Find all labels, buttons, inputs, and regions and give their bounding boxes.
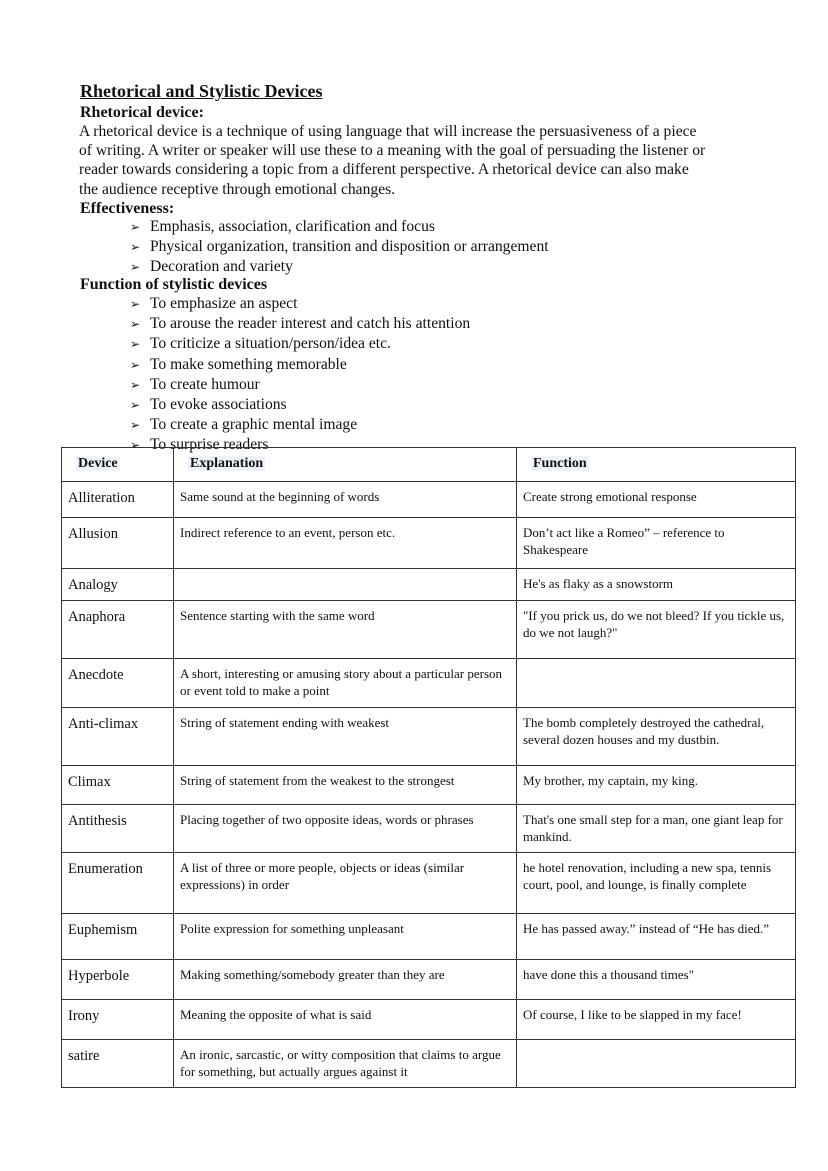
device-cell: Analogy	[62, 569, 174, 601]
explanation-cell: Placing together of two opposite ideas, words or phrases	[174, 805, 517, 853]
rhetorical-device-paragraph	[79, 122, 779, 199]
function-cell: Don’t act like a Romeo” – reference to Shakespeare	[517, 518, 796, 569]
table-row	[62, 708, 796, 766]
page-title: Rhetorical and Stylistic Devices	[80, 81, 323, 101]
table-row	[62, 914, 796, 960]
function-cell: He's as flaky as a snowstorm	[517, 569, 796, 601]
column-header-explanation: Explanation	[174, 448, 517, 482]
device-cell: Antithesis	[62, 805, 174, 853]
function-cell: have done this a thousand times"	[517, 960, 796, 1000]
arrowhead-bullet-icon: ➢	[130, 398, 141, 413]
device-cell: Alliteration	[62, 482, 174, 518]
table-row	[62, 482, 796, 518]
explanation-cell: A short, interesting or amusing story about a particular person or event told to make a point	[174, 659, 517, 708]
explanation-cell: An ironic, sarcastic, or witty composition that claims to argue for something, but actually argues against it	[174, 1040, 517, 1088]
explanation-cell: Sentence starting with the same word	[174, 601, 517, 659]
rhetorical-device-heading: Rhetorical device:	[80, 104, 204, 121]
explanation-cell: A list of three or more people, objects or ideas (similar expressions) in order	[174, 853, 517, 914]
arrowhead-bullet-icon: ➢	[130, 438, 141, 453]
function-cell: Of course, I like to be slapped in my face!	[517, 1000, 796, 1040]
function-cell: That's one small step for a man, one giant leap for mankind.	[517, 805, 796, 853]
list-item: ➢ Decoration and variety	[130, 257, 549, 277]
list-item: ➢ To create a graphic mental image	[130, 415, 470, 435]
function-cell: Create strong emotional response	[517, 482, 796, 518]
arrowhead-bullet-icon: ➢	[130, 418, 141, 433]
arrowhead-bullet-icon: ➢	[130, 377, 141, 392]
table-row	[62, 601, 796, 659]
explanation-cell: Making something/somebody greater than they are	[174, 960, 517, 1000]
list-item: ➢ To evoke associations	[130, 395, 470, 415]
list-item: ➢ To surprise readers	[130, 435, 470, 455]
device-cell: Allusion	[62, 518, 174, 569]
paragraph-line: the audience receptive through emotional changes.	[79, 180, 396, 198]
device-cell: satire	[62, 1040, 174, 1088]
function-stylistic-list	[130, 294, 470, 456]
explanation-cell: Same sound at the beginning of words	[174, 482, 517, 518]
function-cell: He has passed away.” instead of “He has died.”	[517, 914, 796, 960]
effectiveness-heading: Effectiveness:	[80, 200, 175, 217]
explanation-cell: Polite expression for something unpleasant	[174, 914, 517, 960]
arrowhead-bullet-icon: ➢	[130, 337, 141, 352]
table-row	[62, 1040, 796, 1088]
list-item: ➢ Emphasis, association, clarification and focus	[130, 217, 549, 237]
table-row	[62, 1000, 796, 1040]
arrowhead-bullet-icon: ➢	[130, 260, 141, 275]
function-stylistic-heading: Function of stylistic devices	[80, 276, 268, 293]
list-item: ➢ To create humour	[130, 375, 470, 395]
arrowhead-bullet-icon: ➢	[130, 317, 141, 332]
function-cell	[517, 659, 796, 708]
explanation-cell: Meaning the opposite of what is said	[174, 1000, 517, 1040]
devices-table	[61, 447, 796, 1088]
paragraph-line: A rhetorical device is a technique of using language that will increase the persuasiveness of a piece	[79, 123, 697, 140]
function-cell: My brother, my captain, my king.	[517, 766, 796, 805]
function-cell: he hotel renovation, including a new spa, tennis court, pool, and lounge, is finally complete	[517, 853, 796, 914]
list-item: ➢ To make something memorable	[130, 355, 470, 375]
list-item: ➢ To criticize a situation/person/idea etc.	[130, 334, 470, 354]
device-cell: Anaphora	[62, 601, 174, 659]
explanation-cell: Indirect reference to an event, person etc.	[174, 518, 517, 569]
device-cell: Hyperbole	[62, 960, 174, 1000]
list-item: ➢ To arouse the reader interest and catch his attention	[130, 314, 470, 334]
list-item: ➢ To emphasize an aspect	[130, 294, 470, 314]
paragraph-line: reader towards considering a topic from a different perspective. A rhetorical device can also make	[79, 161, 689, 179]
table-header-row	[62, 448, 796, 482]
effectiveness-list	[130, 217, 549, 278]
table-row	[62, 853, 796, 914]
explanation-cell	[174, 569, 517, 601]
function-cell: The bomb completely destroyed the cathedral, several dozen houses and my dustbin.	[517, 708, 796, 766]
device-cell: Euphemism	[62, 914, 174, 960]
column-header-function: Function	[517, 448, 796, 482]
device-cell: Enumeration	[62, 853, 174, 914]
function-cell	[517, 1040, 796, 1088]
arrowhead-bullet-icon: ➢	[130, 240, 141, 255]
table-row	[62, 659, 796, 708]
function-cell: "If you prick us, do we not bleed? If you tickle us, do we not laugh?"	[517, 601, 796, 659]
column-header-device: Device	[62, 448, 174, 482]
arrowhead-bullet-icon: ➢	[130, 220, 141, 234]
device-cell: Anti-climax	[62, 708, 174, 766]
table-row	[62, 518, 796, 569]
device-cell: Irony	[62, 1000, 174, 1040]
explanation-cell: String of statement ending with weakest	[174, 708, 517, 766]
table-row	[62, 569, 796, 601]
paragraph-line: of writing. A writer or speaker will use these to a meaning with the goal of persuading the listener or	[79, 142, 706, 160]
device-cell: Anecdote	[62, 659, 174, 708]
explanation-cell: String of statement from the weakest to the strongest	[174, 766, 517, 805]
arrowhead-bullet-icon: ➢	[130, 357, 141, 372]
table-row	[62, 805, 796, 853]
arrowhead-bullet-icon: ➢	[130, 297, 141, 311]
table-row	[62, 960, 796, 1000]
table-row	[62, 766, 796, 805]
list-item: ➢ Physical organization, transition and disposition or arrangement	[130, 237, 549, 257]
device-cell: Climax	[62, 766, 174, 805]
